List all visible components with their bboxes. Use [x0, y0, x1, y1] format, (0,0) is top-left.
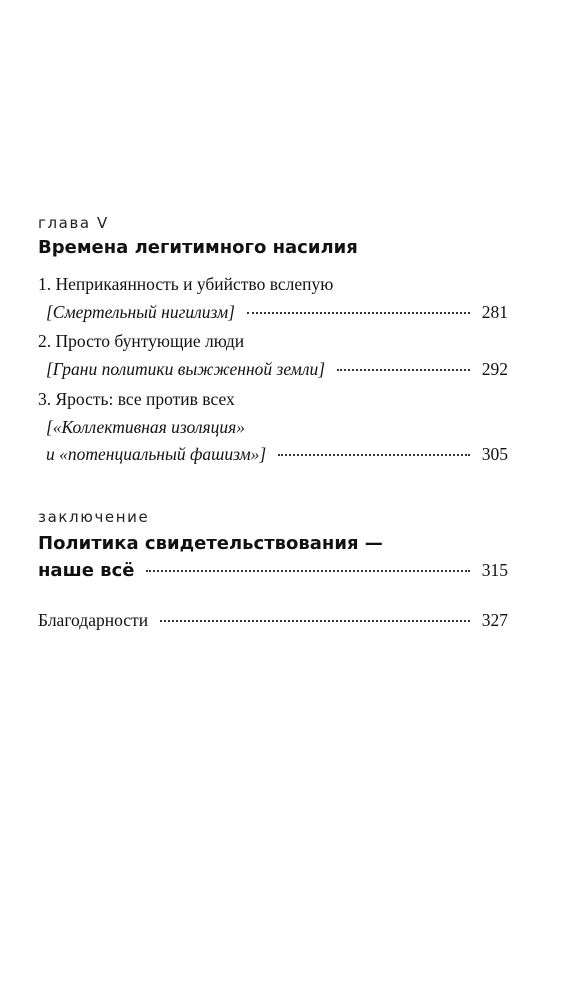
toc-entry-2-subtitle-row[interactable] [46, 355, 508, 383]
toc-entry-2-title[interactable] [38, 327, 508, 355]
toc-entry-subtitle: [Грани политики выжженной земли] [46, 359, 326, 379]
toc-entry-1-subtitle-row[interactable] [46, 298, 508, 326]
dot-leader [160, 620, 470, 622]
chapter-label: глава V [38, 214, 109, 232]
toc-entry-text: 3. Ярость: все против всех [38, 389, 235, 409]
page-number: 327 [481, 610, 508, 630]
dot-leader [337, 369, 470, 371]
toc-entry-subtitle: [«Коллективная изоляция» [46, 417, 245, 437]
page-number: 281 [481, 302, 508, 322]
conclusion-title-row[interactable] [38, 557, 508, 584]
toc-entry-subtitle: и «потенциальный фашизм»] [46, 444, 267, 464]
toc-entry-text: 2. Просто бунтующие люди [38, 331, 245, 351]
page-number: 315 [481, 560, 508, 580]
toc-entry-subtitle: [Смертельный нигилизм] [46, 302, 235, 322]
acknowledgements-row[interactable] [38, 606, 508, 634]
page-number: 292 [481, 359, 508, 379]
toc-entry-3-subtitle-row[interactable] [46, 440, 508, 468]
conclusion-title-line2: наше всё [38, 560, 135, 581]
dot-leader [247, 312, 470, 314]
conclusion-title-line1: Политика свидетельствования — [38, 533, 383, 554]
toc-entry-3-subtitle-line1 [46, 413, 508, 441]
chapter-title: Времена легитимного насилия [38, 237, 358, 258]
conclusion-label: заключение [38, 508, 150, 526]
toc-entry-text: 1. Неприкаянность и убийство вслепую [38, 274, 334, 294]
toc-entry-1-title[interactable] [38, 270, 508, 298]
acknowledgements-title: Благодарности [38, 610, 149, 630]
dot-leader [146, 570, 469, 572]
toc-entry-3-title[interactable] [38, 385, 508, 413]
page-number: 305 [481, 444, 508, 464]
dot-leader [278, 454, 470, 456]
